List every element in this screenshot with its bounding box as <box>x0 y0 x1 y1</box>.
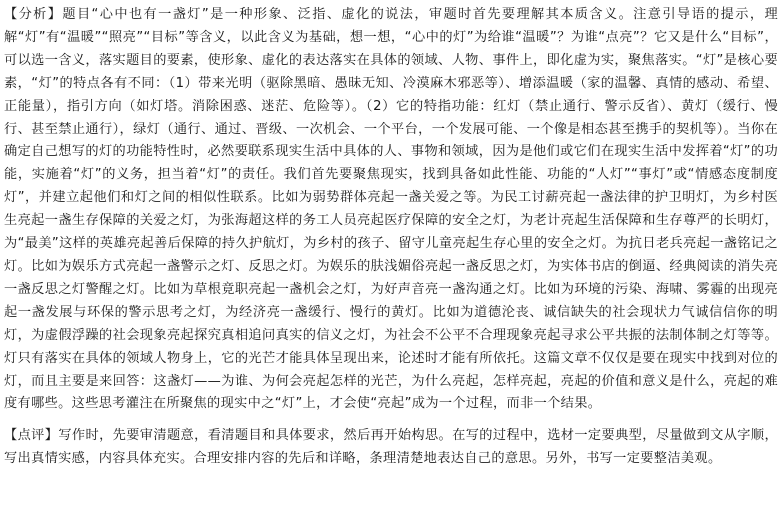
analysis-paragraph <box>4 4 778 416</box>
comment-tag: 【点评】 <box>4 428 59 444</box>
analysis-tag: 【分析】 <box>4 7 63 22</box>
analysis-text: 题目“心中也有一盏灯”是一种形象、泛指、虚化的说法，审题时首先要理解其本质含义。注意引导语的提示，理解“灯”有“温暖”“照亮”“目标”等含义，以此含义为基础，想一想，“心中的灯”为给谁“温暖”？为谁“点亮”？它又是什么“目标”，可以选一含义，落实题目的要素，使形象、虚化的表达落实在具体的领域、人物、事件上，即化虚为实，聚焦落实。“灯”是核心要素，“灯”的特点各有不同：（1）带来光明（驱除黑暗、愚昧无知、冷漠麻木邪恶等）、增添温暖（家的温馨、真情的感动、希望、正能量），指引方向（如灯塔。消除困惑、迷茫、危险等）。（2）它的特指功能：红灯（禁止通行、警示反省）、黄灯（缓行、慢行、甚至禁止通行），绿灯（通行、通过、晋级、一次机会、一个平台，一个发展可能、一个像是相态甚至携手的契机等）。当你在确定自己想写的灯的功能特性时，必然要联系现实生活中具体的人、事物和领域，因为是他们或它们在现实生活中发挥着“灯”的功能，实施着“灯”的义务，担当着“灯”的责任。我们首先要聚焦现实，找到具备如此性能、功能的“人灯”“事灯”或“情感态度制度灯”，并建立起他们和灯之间的相似性联系。比如为弱势群体亮起一盏关爱之等。为民工讨薪亮起一盏法律的护卫明灯，为乡村医生亮起一盏生存保障的关爱之灯，为张海超这样的务工人员亮起医疗保障的安全之灯，为老计亮起生活保障和生存尊严的长明灯，为“最美”这样的英雄亮起善后保障的持久护航灯，为乡村的孩子、留守儿童亮起生存心里的安全之灯。为抗日老兵亮起一盏铭记之灯。比如为娱乐方式亮起一盏警示之灯、反思之灯。为娱乐的肤浅媚俗亮起一盏反思之灯，为实体书店的倒逼、经典阅读的消失亮一盏反思之灯警醒之灯。比如为草根竟职亮起一盏机会之灯，为好声音亮一盏沟通之灯。比如为环境的污染、海啸、雾霾的出现亮起一盏发展与环保的警示思考之灯，为经济亮一盏缓行、慢行的黄灯。比如为道德沦丧、诚信缺失的社会现状力气诚信信你的明灯，为虚假浮躁的社会现象亮起探究真相追问真实的信义之灯，为社会不公平不合理现象亮起寻求公平共振的法制体制之灯等等。灯只有落实在具体的领域人物身上，它的光芒才能具体呈现出来，论述时才能有所依托。这篇文章不仅仅是要在现实中找到对位的灯，而且主要是来回答：这盏灯——为谁、为何会亮起怎样的光芒，为什么亮起，怎样亮起，亮起的价值和意义是什么，亮起的难度有哪些。这些思考灌注在所聚焦的现实中之“灯”上，才会使“亮起”成为一个过程，而非一个结果。 <box>4 7 778 412</box>
comment-text: 写作时，先要审清题意，看清题目和具体要求，然后再开始构思。在写的过程中，选材一定要典型，尽量做到文从字顺，写出真情实感，内容具体充实。合理安排内容的先后和详略，条理清楚地表达自己的意思。另外，书写一定要整洁美观。 <box>4 428 779 467</box>
comment-paragraph <box>4 425 778 471</box>
